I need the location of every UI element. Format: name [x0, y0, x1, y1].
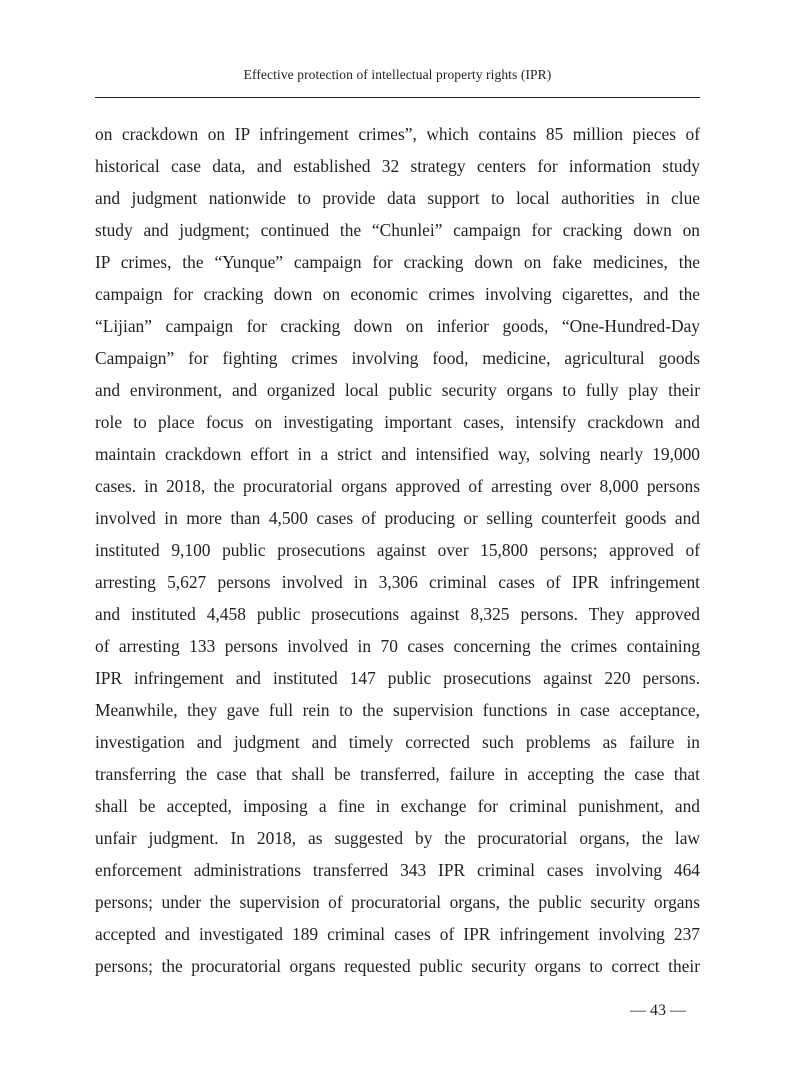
text-line: shall be accepted, imposing a fine in exchange for criminal punishment, and	[95, 796, 700, 816]
text-line: Campaign” for fighting crimes involving food, medicine, agricultural goods	[95, 348, 700, 368]
text-line: role to place focus on investigating important cases, intensify crackdown and	[95, 412, 700, 432]
text-line: and judgment nationwide to provide data support to local authorities in clue	[95, 188, 700, 208]
text-line: on crackdown on IP infringement crimes”, which contains 85 million pieces of	[95, 124, 700, 144]
text-line: persons; the procuratorial organs requested public security organs to correct their	[95, 956, 700, 976]
text-line: of arresting 133 persons involved in 70 cases concerning the crimes containing	[95, 636, 700, 656]
text-line: investigation and judgment and timely corrected such problems as failure in	[95, 732, 700, 752]
text-line: maintain crackdown effort in a strict and intensified way, solving nearly 19,000	[95, 444, 700, 464]
text-line: instituted 9,100 public prosecutions against over 15,800 persons; approved of	[95, 540, 700, 560]
text-line: unfair judgment. In 2018, as suggested by the procuratorial organs, the law	[95, 828, 700, 848]
text-line: arresting 5,627 persons involved in 3,306 criminal cases of IPR infringement	[95, 572, 700, 592]
text-line: Meanwhile, they gave full rein to the supervision functions in case acceptance,	[95, 700, 700, 720]
text-line: IP crimes, the “Yunque” campaign for cracking down on fake medicines, the	[95, 252, 700, 272]
text-line: cases. in 2018, the procuratorial organs approved of arresting over 8,000 persons	[95, 476, 700, 496]
text-line: and environment, and organized local public security organs to fully play their	[95, 380, 700, 400]
text-line: accepted and investigated 189 criminal cases of IPR infringement involving 237	[95, 924, 700, 944]
text-line: involved in more than 4,500 cases of producing or selling counterfeit goods and	[95, 508, 700, 528]
text-line: and instituted 4,458 public prosecutions against 8,325 persons. They approved	[95, 604, 700, 624]
text-line: historical case data, and established 32 strategy centers for information study	[95, 156, 700, 176]
header-rule	[95, 97, 700, 98]
text-line: campaign for cracking down on economic crimes involving cigarettes, and the	[95, 284, 700, 304]
page-number: — 43 —	[630, 1002, 686, 1019]
running-header: Effective protection of intellectual property rights (IPR)	[243, 67, 552, 82]
text-line: enforcement administrations transferred 343 IPR criminal cases involving 464	[95, 860, 700, 880]
text-line: persons; under the supervision of procuratorial organs, the public security organs	[95, 892, 700, 912]
body-paragraph	[95, 118, 700, 982]
text-line: transferring the case that shall be transferred, failure in accepting the case that	[95, 764, 700, 784]
text-line: “Lijian” campaign for cracking down on inferior goods, “One-Hundred-Day	[95, 316, 700, 336]
text-line: IPR infringement and instituted 147 public prosecutions against 220 persons.	[95, 668, 700, 688]
text-line: study and judgment; continued the “Chunlei” campaign for cracking down on	[95, 220, 700, 240]
